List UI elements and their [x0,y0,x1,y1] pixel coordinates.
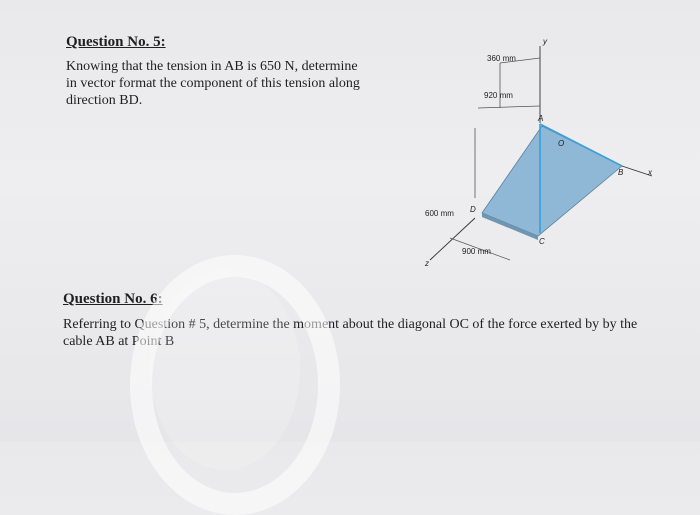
point-o-label: O [558,139,565,148]
axis-z-label: z [425,259,429,268]
question-5-line: direction BD. [66,93,143,108]
axis-x-label: x [648,168,652,177]
question-5-line: in vector format the component of this tension along [66,76,360,91]
question-5-text [66,58,396,109]
mechanics-figure [410,28,670,273]
question-6-text [63,316,688,350]
light-glare-inner [150,270,300,470]
plate [482,126,622,236]
dim-900-label: 900 mm [462,247,491,256]
point-a-label: A [538,114,544,123]
question-6-line: cable AB at Point B [63,334,175,349]
question-5-heading: Question No. 5: [66,34,166,50]
point-b-label: B [618,168,624,177]
dim-920-label: 920 mm [484,91,513,100]
point-d-label: D [470,205,476,214]
point-c-label: C [539,237,545,246]
question-6-line: Referring to Question # 5, determine the moment about the diagonal OC of the force exerted by by the [63,317,638,332]
question-6-heading: Question No. 6: [63,291,163,307]
dim-600-label: 600 mm [425,209,454,218]
dim-360-label: 360 mm [487,54,516,63]
dim-920-line [478,106,540,108]
question-5-line: Knowing that the tension in AB is 650 N, determine [66,59,358,74]
axis-y-label: y [543,37,547,46]
